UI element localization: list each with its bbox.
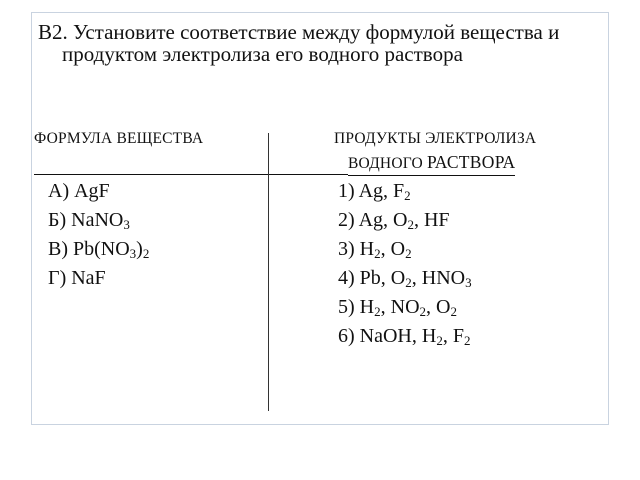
formula-text: , HNO: [411, 267, 466, 289]
product-item: [338, 293, 472, 322]
product-item: [338, 264, 472, 293]
right-column-header-line2: [348, 151, 515, 176]
product-item-label: 4): [338, 267, 360, 289]
formula-item: [48, 177, 149, 206]
product-item: [338, 235, 472, 264]
formula-text: AgF: [74, 180, 110, 202]
subscript: 2: [142, 246, 150, 261]
formula-text: ): [136, 238, 143, 260]
product-item: [338, 206, 472, 235]
product-item: [338, 177, 472, 206]
formula-item-label: Б): [48, 209, 72, 231]
formula-text: NaNO: [71, 209, 124, 231]
subscript: 2: [374, 304, 381, 319]
formula-text: , F: [442, 325, 464, 347]
subscript: 3: [129, 246, 137, 261]
subscript: 3: [465, 275, 472, 290]
formula-text: H: [359, 296, 375, 318]
subscript: 2: [405, 275, 412, 290]
subscript: 2: [419, 304, 427, 319]
right-header-word-rastvora: РАСТВОРА: [426, 152, 516, 172]
formula-list: [48, 177, 149, 293]
subscript: 2: [405, 246, 412, 261]
formula-item-label: В): [48, 238, 73, 260]
subscript: 3: [123, 217, 130, 232]
subscript: 2: [463, 333, 471, 348]
product-item-label: 2): [338, 209, 359, 231]
formula-text: H: [359, 238, 375, 260]
formula-item: [48, 264, 149, 293]
header-underline: [34, 174, 348, 175]
product-item-label: 6): [338, 325, 360, 347]
formula-text: NaOH, H: [359, 325, 437, 347]
formula-text: Pb, O: [359, 267, 406, 289]
right-header-word-vodnogo: ВОДНОГО: [348, 155, 427, 172]
slide-frame: [31, 12, 609, 425]
product-item: [338, 322, 472, 351]
formula-item-label: Г): [48, 267, 72, 289]
formula-item-label: А): [48, 180, 75, 202]
subscript: 2: [374, 246, 381, 261]
subscript: 2: [450, 304, 457, 319]
question-text: В2. Установите соответствие между формулой вещества и продуктом электролиза его водного раствора: [38, 20, 560, 66]
formula-text: , O: [426, 296, 451, 318]
left-column-header: ФОРМУЛА ВЕЩЕСТВА: [34, 130, 204, 147]
formula-item: [48, 206, 149, 235]
formula-text: Ag, F: [358, 180, 405, 202]
formula-text: Ag, O: [358, 209, 408, 231]
formula-text: NaF: [71, 267, 106, 289]
right-column-header-line1: ПРОДУКТЫ ЭЛЕКТРОЛИЗА: [334, 130, 537, 147]
formula-text: , NO: [380, 296, 420, 318]
formula-text: Pb(NO: [73, 238, 130, 260]
subscript: 2: [407, 217, 414, 232]
product-item-label: 1): [338, 180, 359, 202]
product-item-label: 3): [338, 238, 360, 260]
formula-text: , HF: [413, 209, 450, 231]
formula-text: , O: [380, 238, 406, 260]
subscript: 2: [436, 333, 443, 348]
product-list: [338, 177, 472, 351]
product-item-label: 5): [338, 296, 360, 318]
formula-item: [48, 235, 149, 264]
subscript: 2: [404, 188, 411, 203]
column-divider: [268, 133, 269, 411]
